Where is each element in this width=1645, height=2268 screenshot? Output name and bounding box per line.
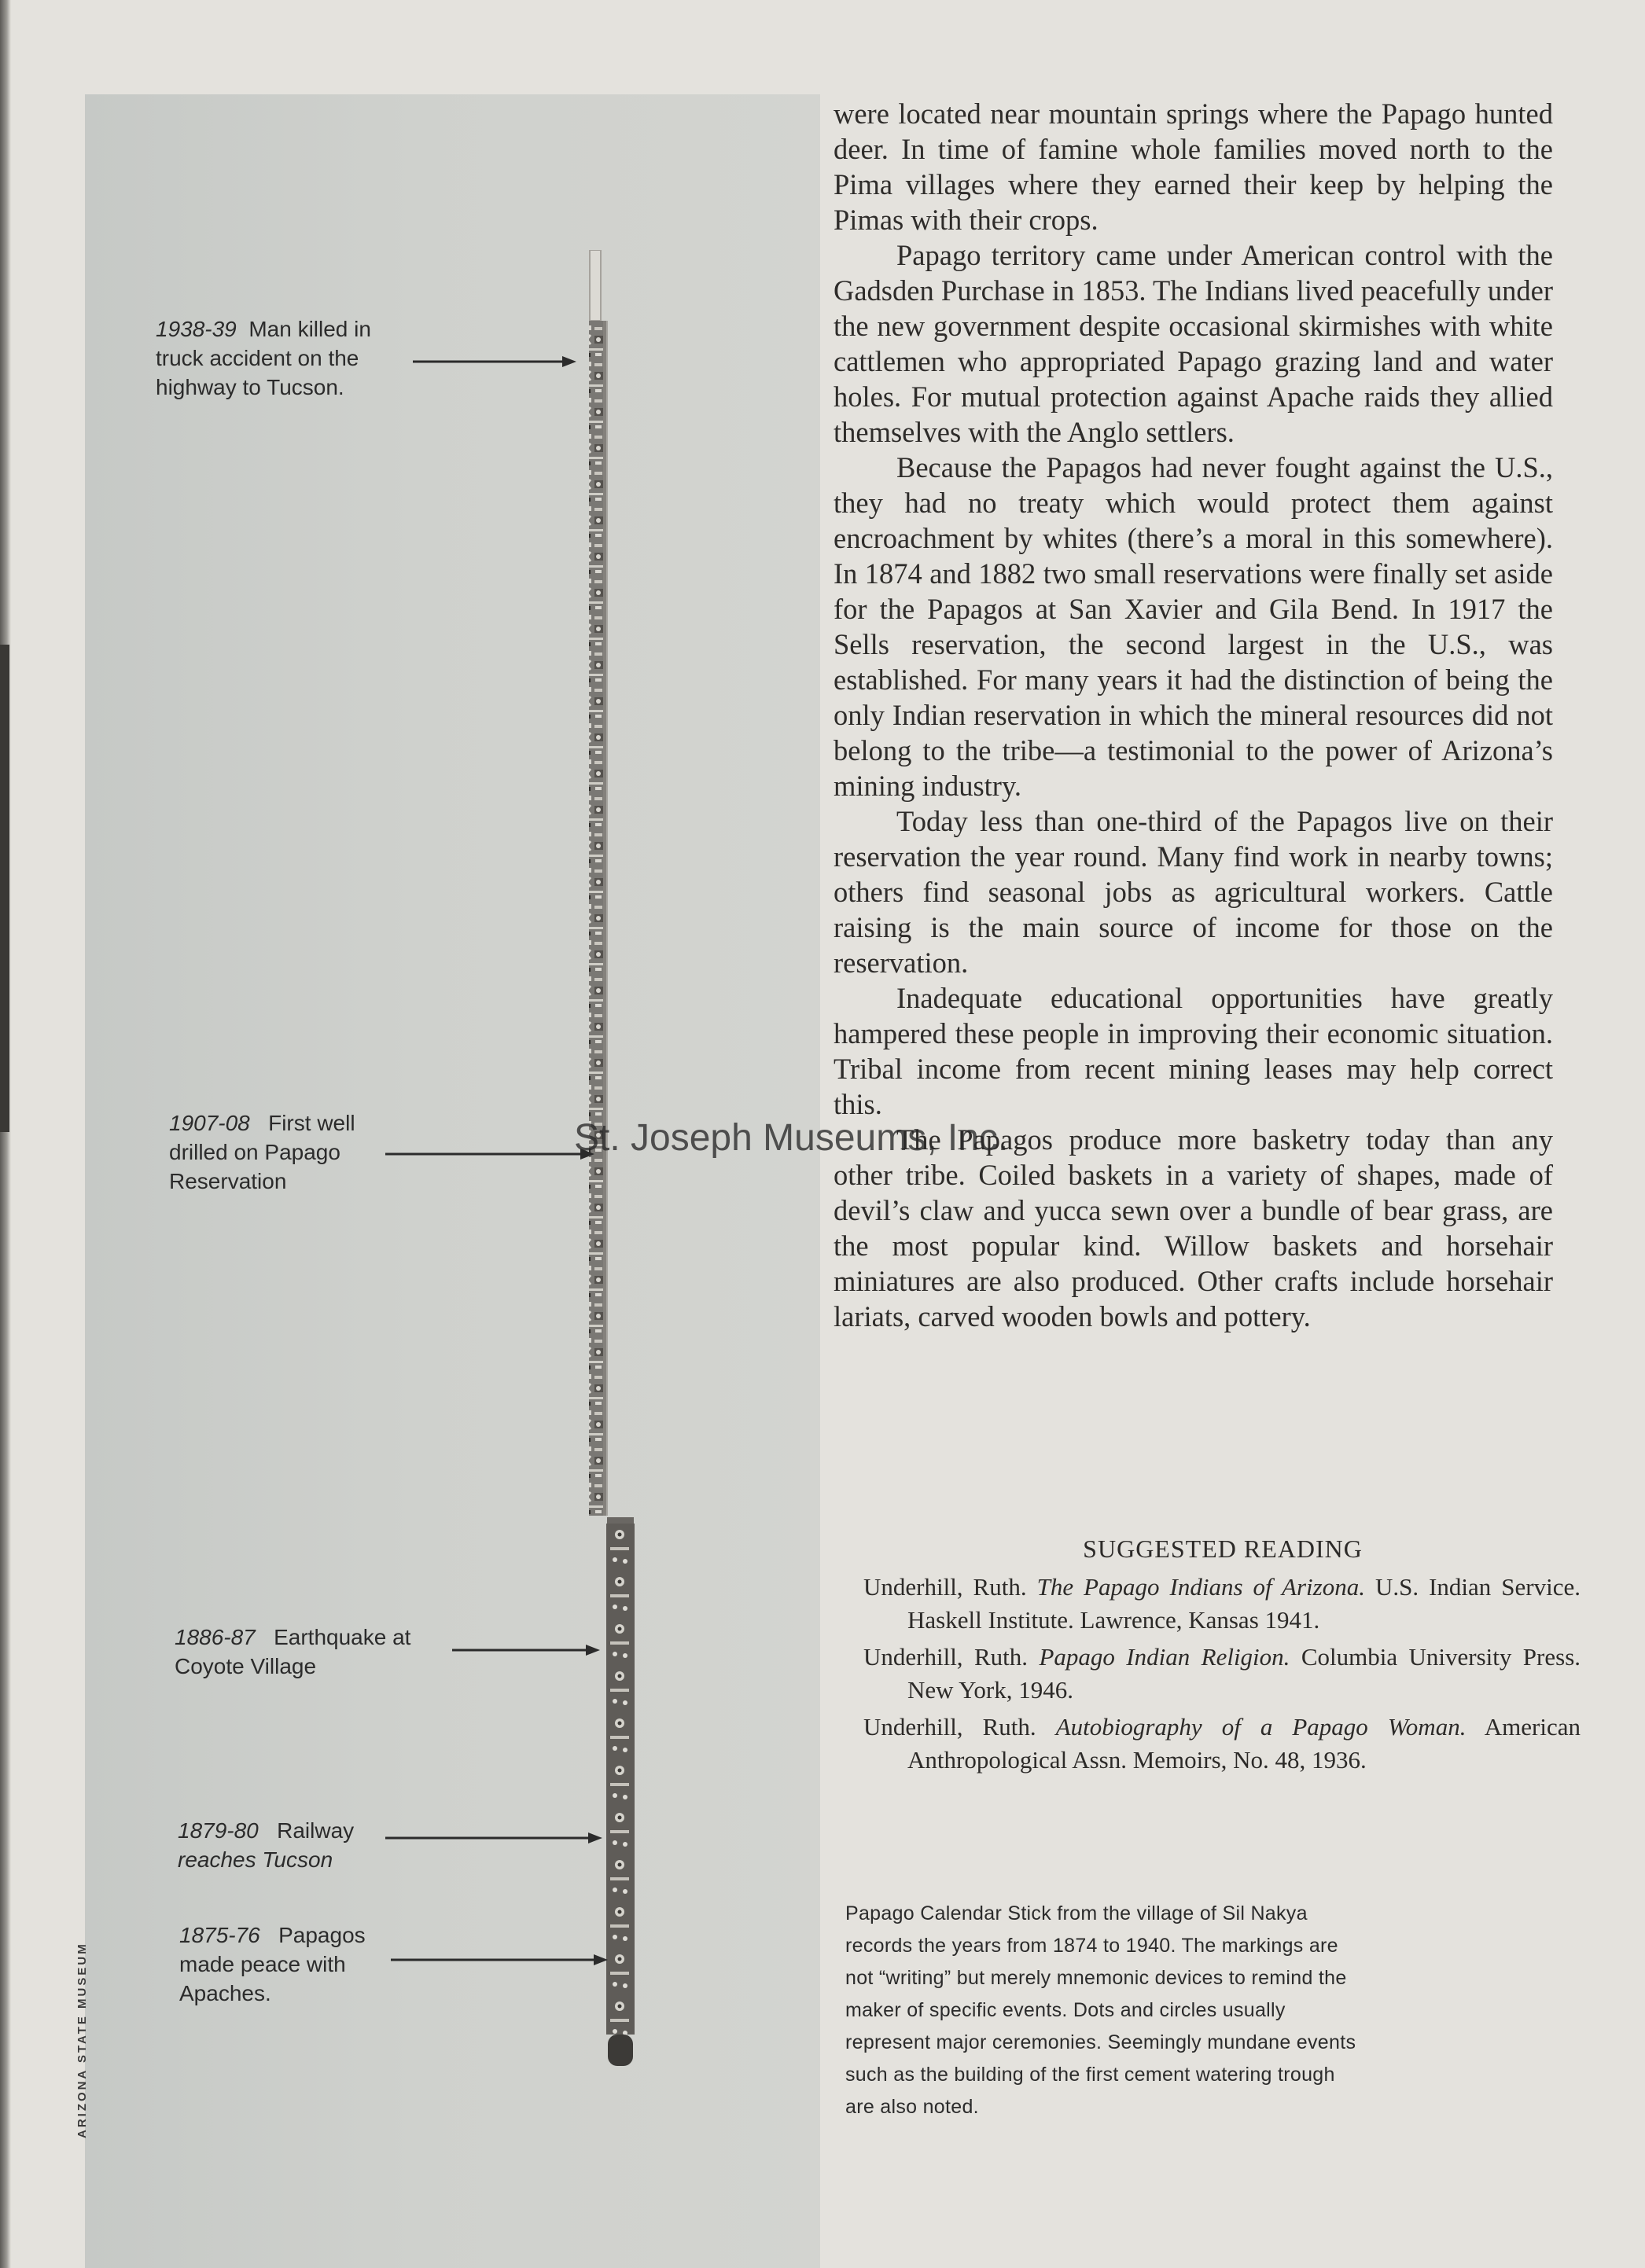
callout-line: Reservation bbox=[169, 1169, 287, 1193]
arrow-1907 bbox=[385, 1146, 598, 1162]
callout-1907 bbox=[169, 1108, 355, 1196]
arrow-1875 bbox=[391, 1952, 611, 1968]
body-paragraph: Because the Papagos had never fought against the U.S., they had no treaty which would protect them against encroachment by whites (there’s a moral in this somewhere). In 1874 and 1882 two small reservations were finally set aside for the Papagos at San Xavier and Gila Bend. In 1917 the Sells reservation, the second largest in the U.S., was established. For many years it had the distinction of being the only Indian reservation in which the mineral resources did not belong to the tribe—a testimonial to the power of Arizona’s mining industry. bbox=[834, 451, 1553, 802]
callout-year: 1886-87 bbox=[175, 1625, 256, 1649]
callout-line: Earthquake at bbox=[274, 1625, 411, 1649]
reading-ref: Underhill, Ruth. Papago Indian Religion. Columbia University Press. New York, 1946. bbox=[863, 1643, 1581, 1704]
callout-line: made peace with bbox=[179, 1952, 346, 1976]
callout-1875 bbox=[179, 1921, 366, 2008]
caption-line: not “writing” but merely mnemonic devices to remind the bbox=[845, 1967, 1347, 1989]
body-paragraph: Inadequate educational opportunities have greatly hampered these people in improving their economic situation. Tribal income from recent mining leases may help correct this. bbox=[834, 982, 1553, 1120]
callout-line: highway to Tucson. bbox=[156, 375, 344, 399]
callout-year: 1938-39 bbox=[156, 317, 237, 341]
callout-line: drilled on Papago bbox=[169, 1140, 340, 1164]
arrow-1879 bbox=[385, 1830, 605, 1846]
suggested-reading-heading: SUGGESTED READING bbox=[1083, 1535, 1363, 1563]
body-paragraph: were located near mountain springs where the Papago hunted deer. In time of famine whole families moved north to the Pima villages where they earned their keep by helping the Pimas with their crops. bbox=[834, 97, 1553, 236]
callout-1886 bbox=[175, 1623, 410, 1681]
callout-1879 bbox=[178, 1816, 354, 1874]
body-paragraph: Papago territory came under American control with the Gadsden Purchase in 1853. The Indians lived peacefully under the new government despite occasional skirmishes with white cattlemen who appropriated Papago grazing land and water holes. For mutual protection against Apache raids they allied themselves with the Anglo settlers. bbox=[834, 239, 1553, 448]
callout-year: 1875-76 bbox=[179, 1923, 260, 1947]
callout-line: truck accident on the bbox=[156, 346, 359, 370]
page-edge bbox=[0, 0, 11, 2268]
caption-line: are also noted. bbox=[845, 2096, 979, 2118]
body-paragraph: The Papagos produce more basketry today than any other tribe. Coiled baskets in a variety of shapes, made of devil’s claw and yucca sewn over a bundle of bear grass, are the most popular kind. Willow baskets and horsehair miniatures are also produced. Other crafts include horsehair lariats, carved wooden bowls and pottery. bbox=[834, 1123, 1553, 1332]
photo-credit: ARIZONA STATE MUSEUM bbox=[75, 1942, 89, 2138]
reading-ref: Underhill, Ruth. Autobiography of a Papago Woman. American Anthropological Assn. Memoirs, No. 48, 1936. bbox=[863, 1713, 1581, 1774]
arrow-1938 bbox=[413, 354, 578, 369]
photo-caption bbox=[845, 1898, 1506, 2123]
callout-year: 1879-80 bbox=[178, 1818, 259, 1843]
callout-line: reaches Tucson bbox=[178, 1847, 333, 1872]
callout-1938 bbox=[156, 314, 371, 402]
callout-line: Man killed in bbox=[248, 317, 371, 341]
page-edge-mark bbox=[0, 645, 9, 1132]
callout-year: 1907-08 bbox=[169, 1111, 250, 1135]
caption-line: such as the building of the first cement watering trough bbox=[845, 2064, 1335, 2086]
reading-list bbox=[863, 1571, 1581, 1781]
calendar-stick-image bbox=[580, 250, 635, 2074]
callout-line: First well bbox=[268, 1111, 355, 1135]
reading-ref: Underhill, Ruth. The Papago Indians of Arizona. U.S. Indian Service. Haskell Institute. Lawrence, Kansas 1941. bbox=[863, 1573, 1581, 1634]
body-paragraph: Today less than one-third of the Papagos live on their reservation the year round. Many find work in nearby towns; others find seasonal jobs as agricultural workers. Cattle raising is the main source of income for those on the reservation. bbox=[834, 805, 1553, 979]
caption-line: maker of specific events. Dots and circles usually bbox=[845, 1999, 1286, 2021]
caption-line: represent major ceremonies. Seemingly mundane events bbox=[845, 2031, 1356, 2053]
callout-line: Coyote Village bbox=[175, 1654, 317, 1678]
caption-line: records the years from 1874 to 1940. The markings are bbox=[845, 1935, 1338, 1957]
callout-line: Railway bbox=[277, 1818, 355, 1843]
caption-line: Papago Calendar Stick from the village of Sil Nakya bbox=[845, 1902, 1308, 1924]
callout-line: Papagos bbox=[278, 1923, 366, 1947]
watermark: St. Joseph Museums, Inc. bbox=[574, 1117, 1009, 1159]
callout-line: Apaches. bbox=[179, 1981, 271, 2005]
arrow-1886 bbox=[452, 1642, 602, 1658]
